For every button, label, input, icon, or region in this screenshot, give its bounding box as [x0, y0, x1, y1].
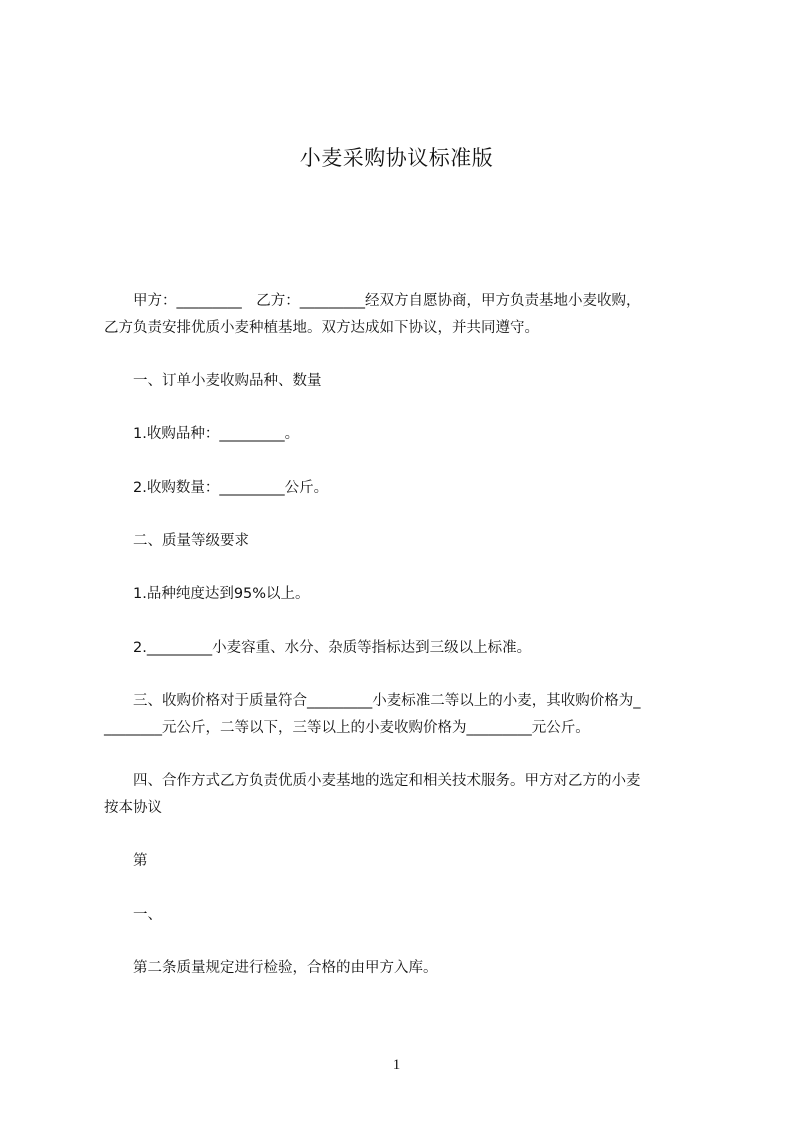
page-title: 小麦采购协议标准版	[299, 146, 494, 170]
section-4-line-2: 按本协议	[104, 800, 162, 816]
fragment-2: 一、	[104, 907, 162, 923]
fragment-3: 第二条质量规定进行检验，合格的由甲方入库。	[104, 960, 438, 976]
section-3-line-1: 三、收购价格对于质量符合_________小麦标准二等以上的小麦，其收购价格为_	[104, 693, 641, 709]
page-number: 1	[392, 1057, 401, 1073]
section-1-item-2: 2.收购数量：_________公斤。	[104, 480, 329, 496]
section-2-item-2: 2._________小麦容重、水分、杂质等指标达到三级以上标准。	[104, 640, 532, 656]
intro-paragraph-line-1: 甲方：_________ 乙方：_________经双方自愿协商，甲方负责基地小麦收购，	[104, 293, 641, 309]
section-1-heading: 一、订单小麦收购品种、数量	[104, 373, 322, 389]
section-3-line-2: ________元公斤，二等以下，三等以上的小麦收购价格为_________元公斤。	[104, 720, 590, 736]
section-1-item-1: 1.收购品种：_________。	[104, 426, 300, 442]
section-2-item-1: 1.品种纯度达到95%以上。	[104, 586, 310, 602]
section-4-line-1: 四、合作方式乙方负责优质小麦基地的选定和相关技术服务。甲方对乙方的小麦	[104, 773, 641, 789]
section-2-heading: 二、质量等级要求	[104, 533, 249, 549]
intro-paragraph-line-2: 乙方负责安排优质小麦种植基地。双方达成如下协议，并共同遵守。	[104, 320, 539, 336]
fragment-1: 第	[104, 853, 148, 869]
